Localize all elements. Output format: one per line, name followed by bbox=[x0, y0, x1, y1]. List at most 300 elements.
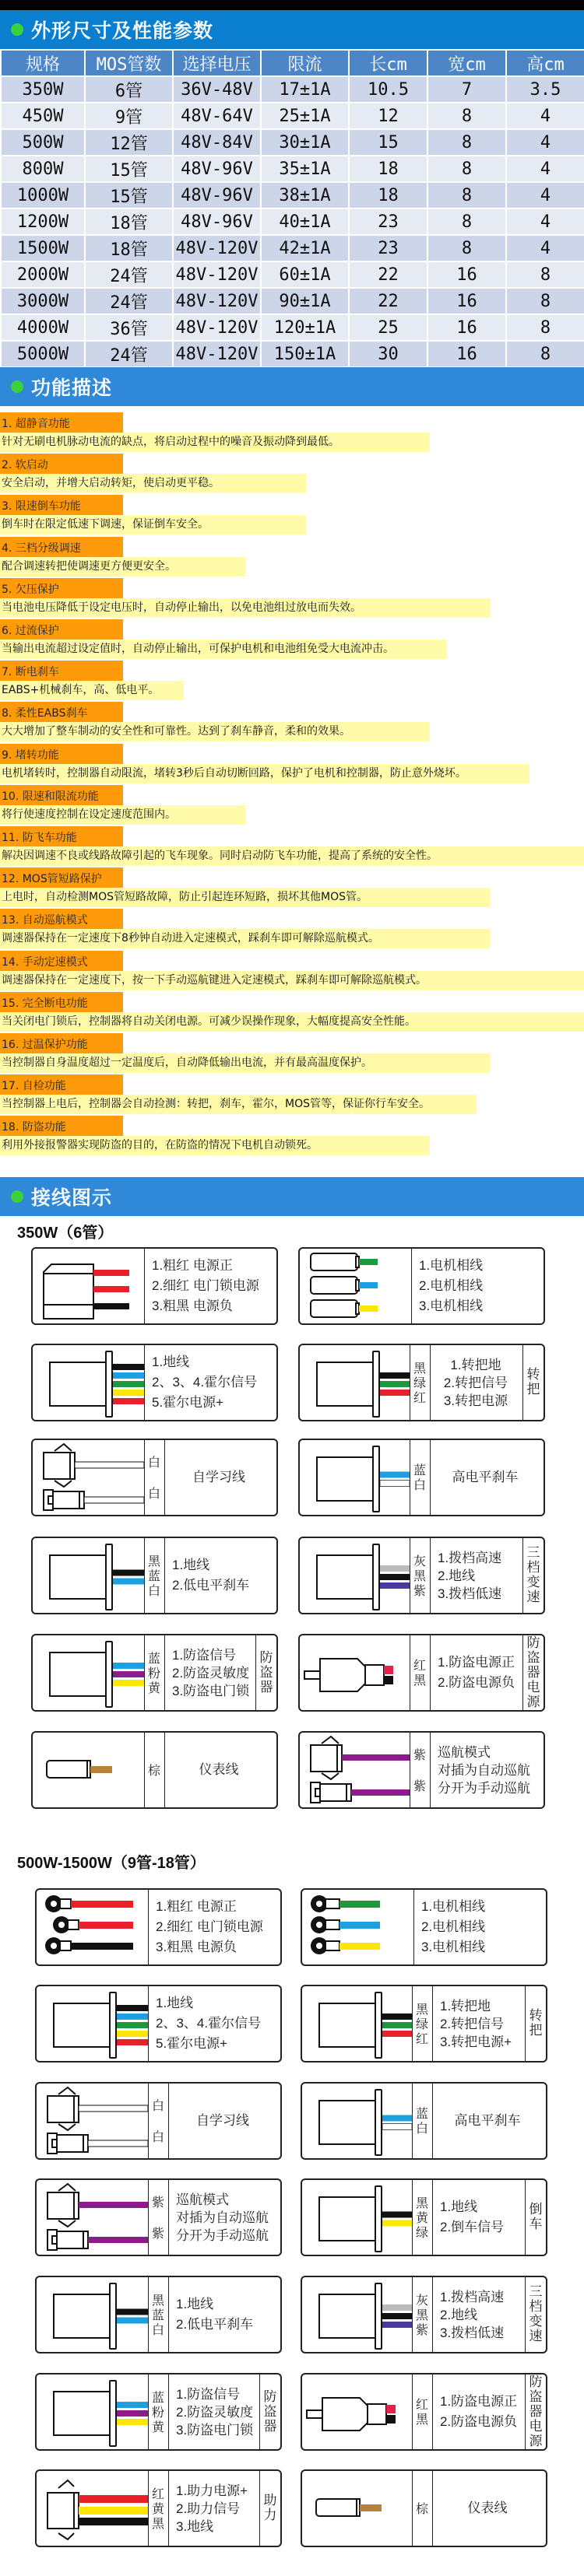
feature-description: 将行使速度控制在设定速度范围内。 bbox=[0, 805, 245, 825]
connector-group-label bbox=[526, 2180, 546, 2255]
wire-color-label: 紫 bbox=[415, 2322, 428, 2337]
wire-function-line: 2.助力信号 bbox=[176, 2501, 241, 2516]
wire-description bbox=[152, 1345, 273, 1420]
wire-function-line: 1.粗红 电源正 bbox=[152, 1258, 233, 1273]
feature-title: 6. 过流保护 bbox=[0, 619, 123, 640]
spec-table-row bbox=[1, 235, 584, 261]
wire-function-line: 1.电机相线 bbox=[421, 1899, 486, 1914]
wire-function-line: 2.电机相线 bbox=[419, 1278, 484, 1293]
feature-item bbox=[0, 495, 306, 534]
wire-color-label: 绿 bbox=[415, 2224, 428, 2240]
spec-cell: 25±1A bbox=[261, 103, 349, 129]
wire-description bbox=[440, 2374, 524, 2449]
wire-function-line: 3.防盗电门锁 bbox=[176, 2422, 254, 2438]
wire-color-label: 黑 bbox=[413, 1568, 426, 1583]
spec-cell: 23 bbox=[349, 235, 427, 261]
card-low-brake bbox=[31, 1537, 278, 1614]
wire-color-label: 黑 bbox=[151, 2292, 164, 2308]
spec-cell: 2000W bbox=[1, 261, 85, 288]
spec-cell: 16 bbox=[427, 261, 506, 288]
spec-table-row bbox=[1, 182, 584, 209]
divider bbox=[430, 1538, 431, 1613]
spec-cell: 350W bbox=[1, 76, 85, 103]
wire-function-line: 1.转把地 bbox=[440, 1998, 491, 2013]
spec-cell: 36管 bbox=[85, 314, 173, 341]
wire-function-line: 1.电机相线 bbox=[419, 1258, 484, 1273]
spec-table-row bbox=[1, 314, 584, 341]
col-header: 高cm bbox=[506, 50, 584, 76]
group-label-char: 防 bbox=[259, 1649, 273, 1666]
wire-color-label: 蓝 bbox=[151, 2389, 164, 2405]
wire-color-label: 粉 bbox=[151, 2404, 164, 2420]
wire-color-label: 黑 bbox=[415, 2195, 428, 2210]
feature-title: 2. 软启动 bbox=[0, 454, 123, 474]
spec-cell: 12 bbox=[349, 103, 427, 129]
wire-color-labels bbox=[148, 2180, 168, 2255]
wire-color-label: 红 bbox=[413, 1658, 426, 1673]
wire-function-line: 1.防盗电源正 bbox=[438, 1655, 515, 1670]
connector-group-label bbox=[523, 1635, 544, 1710]
group-label-char: 器 bbox=[263, 2418, 277, 2434]
wire-color-labels bbox=[148, 2084, 168, 2158]
spec-cell: 90±1A bbox=[261, 288, 349, 314]
wire-color-labels bbox=[144, 1635, 164, 1710]
wire-function-line: 2.低电平刹车 bbox=[172, 1578, 250, 1593]
card-anti-theft bbox=[31, 1634, 278, 1712]
card-anti-theft-power bbox=[298, 1634, 545, 1712]
wire-color-labels bbox=[412, 2471, 432, 2546]
wire-function-line: 2.地线 bbox=[438, 1568, 476, 1583]
card-motor-phase bbox=[298, 1247, 545, 1325]
group-label-char: 三 bbox=[529, 2284, 543, 2300]
wire-color-labels bbox=[144, 1538, 164, 1613]
spec-cell: 8 bbox=[506, 261, 584, 288]
col-header: 限流 bbox=[261, 50, 349, 76]
spec-cell: 16 bbox=[427, 314, 506, 341]
wire-function-line: 2.细红 电门锁电源 bbox=[152, 1278, 259, 1293]
wire-color-label: 白 bbox=[151, 2322, 164, 2337]
wire-function-line: 巡航模式 bbox=[176, 2192, 229, 2207]
wire-function-line: 3.电机相线 bbox=[419, 1299, 484, 1313]
wire-color-label: 黄 bbox=[151, 2501, 164, 2516]
col-header: 选择电压 bbox=[173, 50, 261, 76]
group-label-char: 速 bbox=[526, 1589, 540, 1605]
divider bbox=[411, 1249, 412, 1323]
wire-color-label: 白 bbox=[415, 2121, 428, 2136]
spec-cell: 4 bbox=[506, 209, 584, 235]
feature-description: 调速器保持在一定速度下，按一下手动巡航键进入定速模式，踩刹车即可解除巡航模式。 bbox=[0, 971, 584, 990]
group-label-char: 倒 bbox=[529, 2202, 543, 2217]
wire-description bbox=[438, 1635, 522, 1710]
spec-cell: 1200W bbox=[1, 209, 85, 235]
spec-cell: 120±1A bbox=[261, 314, 349, 341]
wire-function-line: 2.防盗灵敏度 bbox=[172, 1665, 250, 1681]
wire-description bbox=[430, 1345, 522, 1420]
feature-title: 5. 欠压保护 bbox=[0, 578, 123, 598]
wire-function-line: 3.拨档低速 bbox=[440, 2325, 505, 2340]
wire-color-label: 紫 bbox=[151, 2194, 164, 2210]
spec-cell: 9管 bbox=[85, 103, 173, 129]
wire-color-label: 白 bbox=[151, 2098, 164, 2113]
spec-table-row bbox=[1, 156, 584, 182]
wire-function-line: 3.地线 bbox=[176, 2518, 214, 2534]
group-label-char: 力 bbox=[263, 2508, 277, 2523]
feature-description: 当控制器上电后，控制器会自动捡测：转把，刹车，霍尔，MOS管等，保证你行车安全。 bbox=[0, 1095, 477, 1114]
wire-function-line: 2.地线 bbox=[440, 2307, 478, 2322]
spec-cell: 15 bbox=[349, 129, 427, 156]
card-meter bbox=[301, 2469, 547, 2547]
connector-group-label bbox=[526, 2374, 546, 2449]
feature-title: 15. 完全断电功能 bbox=[0, 992, 123, 1012]
wire-color-labels bbox=[410, 1635, 430, 1710]
feature-title: 8. 柔性EABS刹车 bbox=[0, 702, 123, 722]
divider bbox=[430, 1635, 431, 1710]
spec-cell: 18管 bbox=[85, 209, 173, 235]
wire-color-label: 黑 bbox=[415, 2412, 428, 2427]
feature-item bbox=[0, 867, 491, 907]
wire-description bbox=[432, 2084, 543, 2158]
connector-group-label bbox=[526, 1986, 546, 2061]
wire-function-line: 3.防盗电门锁 bbox=[172, 1683, 250, 1698]
feature-description: 倒车时在限定低速下调速，保证倒车安全。 bbox=[0, 515, 306, 534]
wire-function-line: 5.霍尔电源+ bbox=[156, 2036, 228, 2051]
card-three-speed bbox=[301, 2276, 547, 2353]
spec-cell: 8 bbox=[506, 341, 584, 367]
feature-description: 当电池电压降低于设定电压时，自动停止输出，以免电池组过放电而失效。 bbox=[0, 598, 491, 618]
card-meter bbox=[31, 1731, 278, 1809]
wire-function-line: 1.粗红 电源正 bbox=[156, 1899, 237, 1914]
card-hall bbox=[31, 1344, 278, 1421]
card-power bbox=[31, 1247, 278, 1325]
wire-color-labels bbox=[412, 2180, 432, 2255]
wire-function-label: 高电平刹车 bbox=[452, 1470, 519, 1484]
wire-function-line: 1.拨档高速 bbox=[440, 2289, 505, 2304]
wire-function-line: 3.拨档低速 bbox=[438, 1586, 502, 1601]
wire-color-labels bbox=[148, 2277, 168, 2352]
features-section-header bbox=[0, 367, 584, 406]
wire-color-label: 蓝 bbox=[415, 2106, 428, 2121]
spec-cell: 16 bbox=[427, 288, 506, 314]
connector-group-label bbox=[526, 2277, 546, 2352]
wire-color-label: 黄 bbox=[151, 2419, 164, 2434]
spec-cell: 6管 bbox=[85, 76, 173, 103]
col-header: 长cm bbox=[349, 50, 427, 76]
wire-function-line: 1.地线 bbox=[152, 1355, 190, 1369]
spec-cell: 4 bbox=[506, 182, 584, 209]
divider bbox=[430, 1733, 431, 1807]
feature-item bbox=[0, 785, 245, 825]
group-label-char: 三 bbox=[526, 1545, 540, 1561]
feature-title: 10. 限速和限流功能 bbox=[0, 785, 123, 805]
spec-cell: 18管 bbox=[85, 235, 173, 261]
wire-function-line: 1.防盗电源正 bbox=[440, 2394, 518, 2409]
wire-description bbox=[152, 1249, 273, 1323]
feature-item bbox=[0, 702, 430, 741]
wire-description bbox=[176, 2374, 259, 2449]
wire-color-labels bbox=[148, 2471, 168, 2546]
card-anti-theft bbox=[35, 2373, 282, 2451]
spec-cell: 24管 bbox=[85, 288, 173, 314]
wire-description bbox=[419, 1249, 540, 1323]
feature-description: 调速器保持在一定速度下8秒钟自动进入定速模式，踩刹车即可解除巡航模式。 bbox=[0, 929, 491, 948]
wire-function-label: 仪表线 bbox=[467, 2501, 508, 2515]
spec-table-row bbox=[1, 129, 584, 156]
wire-function-line: 2.低电平刹车 bbox=[176, 2317, 254, 2332]
spec-cell: 36V-48V bbox=[173, 76, 261, 103]
feature-description: 安全启动，并增大启动转矩，使启动更平稳。 bbox=[0, 474, 306, 493]
wire-color-label: 灰 bbox=[413, 1553, 426, 1568]
wire-description bbox=[156, 1986, 277, 2061]
feature-description: 电机堵转时，控制器自动限流，堵转3秒后自动切断回路，保护了电机和控制器，防止意外烧坏。 bbox=[0, 764, 529, 783]
spec-cell: 16 bbox=[427, 341, 506, 367]
col-header: 宽cm bbox=[427, 50, 506, 76]
spec-table-row bbox=[1, 76, 584, 103]
feature-title: 9. 堵转功能 bbox=[0, 744, 123, 764]
feature-title: 18. 防盗功能 bbox=[0, 1116, 123, 1136]
group-label-char: 防 bbox=[529, 2374, 543, 2390]
spec-cell: 18 bbox=[349, 182, 427, 209]
wire-function-label: 自学习线 bbox=[192, 1470, 245, 1484]
spec-cell: 3000W bbox=[1, 288, 85, 314]
spec-cell: 4 bbox=[506, 129, 584, 156]
spec-cell: 48V-64V bbox=[173, 103, 261, 129]
wire-description bbox=[176, 2180, 277, 2255]
feature-title: 1. 超静音功能 bbox=[0, 412, 123, 433]
spec-cell: 30±1A bbox=[261, 129, 349, 156]
group-label-char: 盗 bbox=[529, 2388, 543, 2405]
wire-color-label: 白 bbox=[147, 1485, 160, 1501]
feature-item bbox=[0, 412, 430, 452]
spec-cell: 1500W bbox=[1, 235, 85, 261]
feature-title: 3. 限速倒车功能 bbox=[0, 495, 123, 515]
feature-description: EABS+机械刹车，高、低电平。 bbox=[0, 681, 184, 700]
spec-cell: 12管 bbox=[85, 129, 173, 156]
wire-color-labels bbox=[148, 2374, 168, 2449]
divider bbox=[164, 1538, 165, 1613]
divider bbox=[148, 1890, 149, 1964]
spec-cell: 8 bbox=[427, 235, 506, 261]
spec-cell: 17±1A bbox=[261, 76, 349, 103]
group-label-char: 把 bbox=[526, 1382, 540, 1397]
spec-cell: 10.5 bbox=[349, 76, 427, 103]
spec-cell: 30 bbox=[349, 341, 427, 367]
group-label-char: 器 bbox=[259, 1679, 273, 1695]
wire-color-label: 灰 bbox=[415, 2292, 428, 2308]
model-title-500w-1500w: 500W-1500W（9管-18管） bbox=[17, 1855, 206, 1872]
spec-cell: 4 bbox=[506, 156, 584, 182]
divider bbox=[432, 2374, 433, 2449]
spec-table-row bbox=[1, 288, 584, 314]
wire-function-line: 分开为手动巡航 bbox=[176, 2227, 269, 2243]
wire-color-label: 黑 bbox=[413, 1360, 426, 1376]
wire-color-label: 棕 bbox=[147, 1762, 160, 1778]
wire-function-line: 3.粗黑 电源负 bbox=[156, 1940, 237, 1954]
card-self-learn bbox=[31, 1439, 278, 1516]
wire-function-label: 自学习线 bbox=[196, 2113, 249, 2128]
feature-item bbox=[0, 909, 491, 948]
spec-cell: 3.5 bbox=[506, 76, 584, 103]
divider bbox=[144, 1249, 145, 1323]
wire-color-labels bbox=[144, 1440, 164, 1515]
wire-color-label: 白 bbox=[147, 1582, 160, 1598]
wire-color-label: 蓝 bbox=[151, 2307, 164, 2322]
model-title-350w: 350W（6管） bbox=[17, 1225, 114, 1242]
card-low-brake bbox=[35, 2276, 282, 2353]
wire-color-labels bbox=[412, 1986, 432, 2061]
spec-section-title: 外形尺寸及性能参数 bbox=[31, 19, 214, 42]
wire-function-line: 3.转把电源 bbox=[443, 1393, 508, 1408]
card-cruise bbox=[35, 2178, 282, 2256]
card-power bbox=[35, 1888, 282, 1966]
spec-cell: 4 bbox=[506, 235, 584, 261]
wire-color-label: 黑 bbox=[415, 2307, 428, 2322]
wire-color-labels bbox=[144, 1733, 164, 1807]
group-label-char: 变 bbox=[526, 1575, 540, 1590]
wire-function-line: 1.防盗信号 bbox=[176, 2386, 241, 2402]
wire-description bbox=[172, 1635, 255, 1710]
feature-item bbox=[0, 537, 245, 577]
wire-color-labels bbox=[412, 2084, 432, 2158]
spec-cell: 25 bbox=[349, 314, 427, 341]
spec-cell: 48V-120V bbox=[173, 288, 261, 314]
feature-title: 16. 过温保护功能 bbox=[0, 1033, 123, 1053]
wire-color-label: 白 bbox=[147, 1454, 160, 1470]
wire-description bbox=[438, 1538, 522, 1613]
wire-color-label: 黑 bbox=[147, 1553, 160, 1568]
feature-description: 配合调速转把使调速更方便更安全。 bbox=[0, 557, 245, 577]
wire-color-label: 紫 bbox=[413, 1747, 426, 1762]
spec-cell: 48V-120V bbox=[173, 341, 261, 367]
spec-table-row bbox=[1, 103, 584, 129]
wiring-section-title: 接线图示 bbox=[31, 1186, 113, 1209]
top-black-bar bbox=[0, 0, 584, 10]
spec-cell: 42±1A bbox=[261, 235, 349, 261]
feature-description: 解决因调速不良或线路故障引起的飞车现象。同时启动防飞车功能，提高了系统的安全性。 bbox=[0, 846, 584, 866]
feature-item bbox=[0, 454, 306, 493]
features-section-title: 功能描述 bbox=[31, 377, 113, 399]
spec-cell: 48V-96V bbox=[173, 182, 261, 209]
divider bbox=[413, 1890, 414, 1964]
card-cruise bbox=[298, 1731, 545, 1809]
spec-cell: 40±1A bbox=[261, 209, 349, 235]
wire-function-line: 2.倒车信号 bbox=[440, 2220, 505, 2234]
wire-description bbox=[168, 2084, 277, 2158]
group-label-char: 电 bbox=[526, 1679, 540, 1695]
feature-description: 当输出电流超过设定值时，自动停止输出，可保护电机和电池组免受大电流冲击。 bbox=[0, 640, 447, 659]
col-header: 规格 bbox=[1, 50, 85, 76]
spec-cell: 23 bbox=[349, 209, 427, 235]
spec-cell: 8 bbox=[427, 156, 506, 182]
spec-cell: 7 bbox=[427, 76, 506, 103]
group-label-char: 盗 bbox=[526, 1649, 540, 1666]
wire-function-line: 2.防盗灵敏度 bbox=[176, 2404, 254, 2420]
wire-color-labels bbox=[412, 2277, 432, 2352]
card-motor-phase bbox=[301, 1888, 547, 1966]
spec-cell: 15管 bbox=[85, 182, 173, 209]
card-high-brake bbox=[301, 2082, 547, 2160]
wire-color-label: 红 bbox=[415, 2397, 428, 2412]
spec-cell: 48V-120V bbox=[173, 235, 261, 261]
group-label-char: 变 bbox=[529, 2314, 543, 2329]
wire-function-line: 2.转把信号 bbox=[440, 2016, 505, 2031]
spec-cell: 8 bbox=[506, 288, 584, 314]
feature-description: 大大增加了整车制动的安全性和可靠性。达到了刹车静音，柔和的效果。 bbox=[0, 722, 430, 741]
divider bbox=[432, 2180, 433, 2255]
group-label-char: 电 bbox=[529, 2418, 543, 2434]
feature-title: 14. 手动定速模式 bbox=[0, 951, 123, 971]
spec-cell: 4 bbox=[506, 103, 584, 129]
wire-color-labels bbox=[410, 1345, 430, 1420]
feature-description: 上电时，自动检测MOS管短路故障，防止引起连环短路，损坏其他MOS管。 bbox=[0, 888, 491, 907]
spec-cell: 8 bbox=[427, 182, 506, 209]
divider bbox=[432, 2277, 433, 2352]
card-self-learn bbox=[35, 2082, 282, 2160]
col-header: MOS管数 bbox=[85, 50, 173, 76]
wire-function-label: 高电平刹车 bbox=[454, 2113, 521, 2128]
card-throttle bbox=[298, 1344, 545, 1421]
spec-cell: 8 bbox=[427, 129, 506, 156]
group-label-char: 转 bbox=[526, 1367, 540, 1383]
connector-group-label bbox=[523, 1345, 544, 1420]
spec-cell: 22 bbox=[349, 261, 427, 288]
group-label-char: 器 bbox=[526, 1664, 540, 1681]
feature-title: 13. 自动巡航模式 bbox=[0, 909, 123, 929]
wire-function-line: 1.地线 bbox=[176, 2297, 214, 2311]
spec-cell: 4000W bbox=[1, 314, 85, 341]
wire-function-line: 1.助力电源+ bbox=[176, 2483, 248, 2498]
spec-cell: 5000W bbox=[1, 341, 85, 367]
wire-description bbox=[156, 1890, 277, 1964]
wire-color-label: 黑 bbox=[413, 1673, 426, 1688]
feature-title: 17. 自检功能 bbox=[0, 1074, 123, 1095]
group-label-char: 源 bbox=[526, 1694, 540, 1710]
group-label-char: 档 bbox=[529, 2299, 543, 2315]
spec-cell: 35±1A bbox=[261, 156, 349, 182]
wire-color-labels bbox=[412, 2374, 432, 2449]
spec-cell: 24管 bbox=[85, 341, 173, 367]
wire-description bbox=[164, 1440, 273, 1515]
wire-description bbox=[432, 2471, 543, 2546]
group-label-char: 源 bbox=[529, 2433, 543, 2449]
spec-cell: 18 bbox=[349, 156, 427, 182]
wire-function-line: 对插为自动巡航 bbox=[438, 1762, 530, 1778]
card-throttle bbox=[301, 1985, 547, 2063]
wire-color-label: 白 bbox=[413, 1477, 426, 1492]
wire-description bbox=[440, 1986, 524, 2061]
divider bbox=[144, 1345, 145, 1420]
feature-title: 7. 断电刹车 bbox=[0, 661, 123, 681]
wire-function-line: 1.地线 bbox=[440, 2199, 478, 2214]
feature-title: 4. 三档分级调速 bbox=[0, 537, 123, 557]
wire-color-label: 紫 bbox=[413, 1582, 426, 1598]
feature-item bbox=[0, 661, 184, 700]
spec-table-row bbox=[1, 261, 584, 288]
wire-description bbox=[176, 2471, 259, 2546]
feature-item bbox=[0, 1116, 430, 1155]
wire-color-label: 红 bbox=[413, 1390, 426, 1405]
divider bbox=[168, 2180, 169, 2255]
wire-function-line: 2、3、4.霍尔信号 bbox=[152, 1375, 258, 1390]
card-three-speed bbox=[298, 1537, 545, 1614]
spec-table-header-row bbox=[1, 50, 584, 76]
divider bbox=[164, 1635, 165, 1710]
wire-function-line: 分开为手动巡航 bbox=[438, 1780, 530, 1796]
spec-cell: 24管 bbox=[85, 261, 173, 288]
wire-description bbox=[172, 1538, 273, 1613]
feature-description: 利用外接报警器实现防盗的目的，在防盗的情况下电机自动锁死。 bbox=[0, 1136, 430, 1155]
feature-description: 当关闭电门锁后，控制器将自动关闭电源。可减少误操作现象，大幅度提高安全性能。 bbox=[0, 1012, 584, 1032]
spec-cell: 48V-120V bbox=[173, 261, 261, 288]
